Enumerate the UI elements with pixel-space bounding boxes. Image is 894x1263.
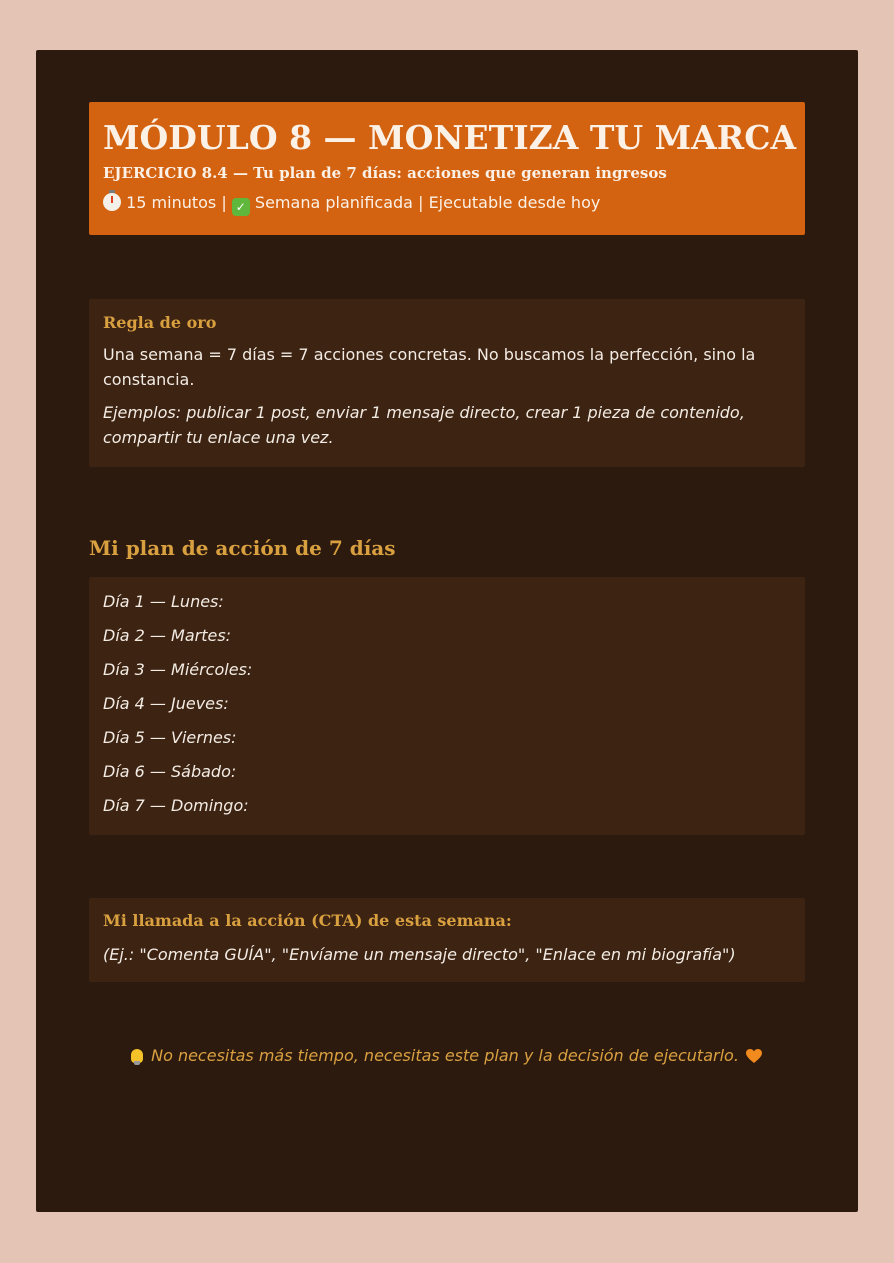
day-item: Día 4 — Jueves: — [103, 694, 229, 713]
cta-heading: Mi llamada a la acción (CTA) de esta semana: — [103, 911, 512, 930]
exercise-meta — [103, 191, 791, 216]
check-mark-icon: ✓ — [232, 198, 250, 216]
module-title: MÓDULO 8 — MONETIZA TU MARCA — [103, 118, 797, 157]
day-item: Día 2 — Martes: — [103, 626, 232, 645]
meta-start: Ejecutable desde hoy — [428, 193, 601, 212]
day-item: Día 5 — Viernes: — [103, 728, 237, 747]
day-item: Día 7 — Domingo: — [103, 796, 249, 815]
day-item: Día 6 — Sábado: — [103, 762, 237, 781]
day-item: Día 3 — Miércoles: — [103, 660, 253, 679]
meta-separator: | — [418, 193, 424, 212]
day-item: Día 1 — Lunes: — [103, 592, 224, 611]
module-header — [89, 102, 805, 235]
plan-section-title: Mi plan de acción de 7 días — [89, 536, 396, 560]
golden-rule-heading: Regla de oro — [103, 313, 217, 332]
meta-separator: | — [221, 193, 227, 212]
golden-rule-text: Una semana = 7 días = 7 acciones concretas. No buscamos la perfección, sino la constancia. — [103, 345, 756, 389]
worksheet-page — [36, 50, 858, 1212]
plan-box — [89, 577, 805, 835]
stopwatch-icon — [103, 193, 121, 211]
golden-rule-examples: Ejemplos: publicar 1 post, enviar 1 mensaje directo, crear 1 pieza de contenido, compartir tu enlace una vez. — [103, 403, 745, 447]
meta-status: Semana planificada — [254, 193, 413, 212]
day-list — [103, 577, 791, 828]
light-bulb-icon — [131, 1049, 143, 1063]
golden-rule-box — [89, 299, 805, 467]
cta-box — [89, 898, 805, 982]
orange-heart-icon — [745, 1048, 763, 1064]
closing-message-text: No necesitas más tiempo, necesitas este plan y la decisión de ejecutarlo. — [151, 1046, 739, 1065]
closing-message — [36, 1044, 858, 1068]
exercise-title: EJERCICIO 8.4 — Tu plan de 7 días: acciones que generan ingresos — [103, 164, 667, 182]
cta-example: (Ej.: "Comenta GUÍA", "Envíame un mensaje directo", "Enlace en mi biografía") — [103, 945, 736, 964]
meta-time: 15 minutos — [126, 193, 217, 212]
